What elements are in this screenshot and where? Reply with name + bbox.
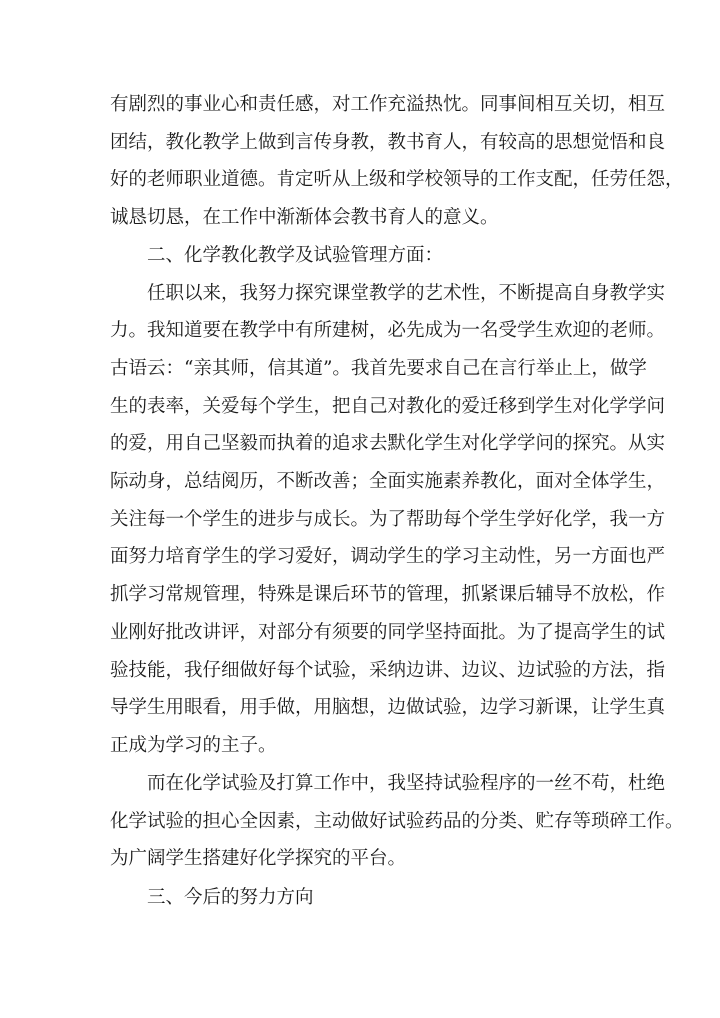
paragraph-line: 有剧烈的事业心和责任感，对工作充溢热忱。同事间相互关切，相互 <box>110 94 666 115</box>
paragraph-line: 为广阔学生搭建好化学探究的平台。 <box>110 848 407 869</box>
paragraph-line: 业刚好批改讲评，对部分有须要的同学坚持面批。为了提高学生的试 <box>110 622 666 643</box>
paragraph-line: 际动身，总结阅历，不断改善；全面实施素养教化，面对全体学生， <box>110 471 666 492</box>
paragraph-line: 关注每一个学生的进步与成长。为了帮助每个学生学好化学，我一方 <box>110 509 666 530</box>
paragraph-line: 任职以来，我努力探究课堂教学的艺术性，不断提高自身教学实 <box>147 283 666 304</box>
paragraph-line: 抓学习常规管理，特殊是课后环节的管理，抓紧课后辅导不放松，作 <box>110 584 666 605</box>
paragraph-line: 生的表率，关爱每个学生，把自己对教化的爱迁移到学生对化学学问 <box>110 396 666 417</box>
paragraph-line: 正成为学习的主子。 <box>110 735 277 756</box>
paragraph-line: 导学生用眼看，用手做，用脑想，边做试验，边学习新课，让学生真 <box>110 697 666 718</box>
paragraph-line: 验技能，我仔细做好每个试验，采纳边讲、边议、边试验的方法，指 <box>110 660 666 681</box>
paragraph-line: 化学试验的担心全因素，主动做好试验药品的分类、贮存等琐碎工作。 <box>110 811 684 832</box>
paragraph-line: 团结，教化教学上做到言传身教，教书育人，有较高的思想觉悟和良 <box>110 132 666 153</box>
paragraph-line: 面努力培育学生的学习爱好，调动学生的学习主动性，另一方面也严 <box>110 546 666 567</box>
paragraph-line: 诚恳切恳，在工作中渐渐体会教书育人的意义。 <box>110 207 499 228</box>
paragraph-line: 的爱，用自己坚毅而执着的追求去默化学生对化学学问的探究。从实 <box>110 433 666 454</box>
paragraph-line: 而在化学试验及打算工作中，我坚持试验程序的一丝不苟，杜绝 <box>147 773 666 794</box>
paragraph-line: 古语云：“亲其师，信其道”。我首先要求自己在言行举止上，做学 <box>110 358 647 379</box>
paragraph-line: 力。我知道要在教学中有所建树，必先成为一名受学生欢迎的老师。 <box>110 320 666 341</box>
paragraph-line: 好的老师职业道德。肯定听从上级和学校领导的工作支配，任劳任怨， <box>110 169 684 190</box>
section-heading: 二、化学教化教学及试验管理方面： <box>147 245 444 266</box>
section-heading: 三、今后的努力方向 <box>147 887 314 908</box>
